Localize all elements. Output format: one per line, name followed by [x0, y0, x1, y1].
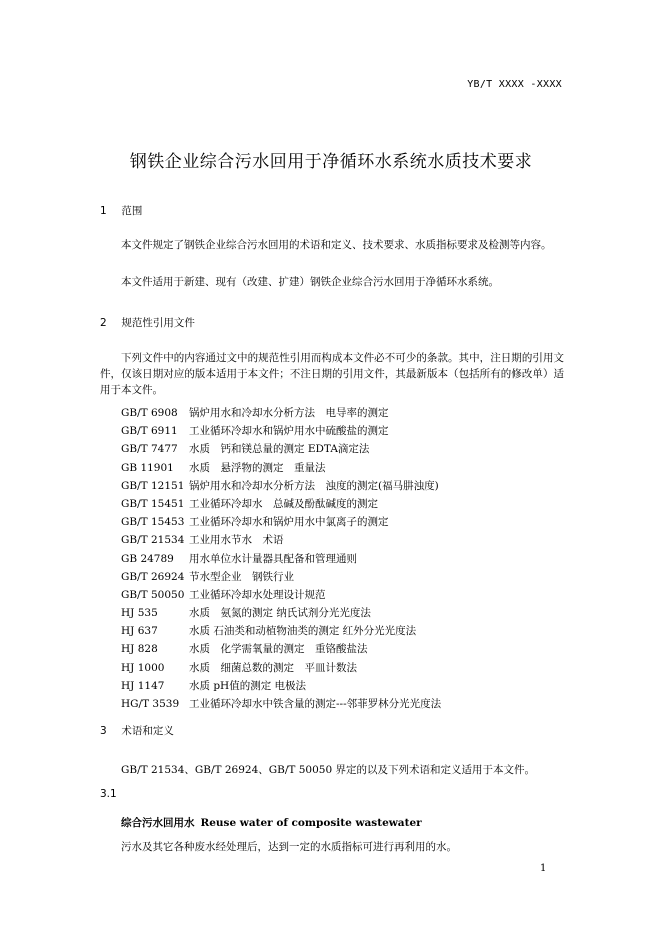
terms-intro: GB/T 21534、GB/T 26924、GB/T 50050 界定的以及下列术语和定义适用于本文件。	[121, 764, 535, 776]
document-title: 钢铁企业综合污水回用于净循环水系统水质技术要求	[129, 152, 533, 173]
reference-item	[121, 459, 441, 477]
reference-item	[121, 659, 441, 677]
reference-title: 工业循环冷却水 总碱及酚酞碱度的测定	[189, 497, 378, 510]
scope-paragraph-2: 本文件适用于新建、现有（改建、扩建）钢铁企业综合污水回用于净循环水系统。	[121, 276, 499, 288]
reference-item	[121, 440, 441, 458]
reference-item	[121, 586, 441, 604]
scope-paragraph-1: 本文件规定了钢铁企业综合污水回用的术语和定义、技术要求、水质指标要求及检测等内容。	[121, 239, 552, 251]
reference-item	[121, 568, 441, 586]
reference-code: GB/T 6908	[121, 407, 178, 419]
reference-item	[121, 640, 441, 658]
section-heading-scope	[100, 203, 142, 218]
reference-code: GB/T 15453	[121, 516, 185, 529]
reference-title: 工业用水节水 术语	[189, 534, 284, 547]
section-title: 术语和定义	[121, 725, 174, 737]
reference-title: 工业循环冷却水中铁含量的测定---邻菲罗林分光光度法	[189, 698, 442, 710]
section-title: 规范性引用文件	[121, 317, 195, 329]
reference-code: GB 11901	[121, 461, 174, 474]
section-title: 范围	[121, 205, 143, 217]
reference-item	[121, 604, 441, 622]
term-number: 3.1	[100, 788, 117, 800]
reference-title: 工业循环冷却水和锅炉用水中氯离子的测定	[189, 516, 389, 529]
reference-title: 水质 悬浮物的测定 重量法	[189, 461, 326, 474]
reference-code: GB/T 21534	[121, 534, 185, 547]
reference-item	[121, 531, 441, 549]
reference-title: 水质 细菌总数的测定 平皿计数法	[189, 661, 357, 674]
reference-title: 水质 钙和镁总量的测定 EDTA滴定法	[189, 443, 370, 456]
reference-item	[121, 495, 441, 513]
reference-code: GB/T 50050	[121, 588, 185, 601]
reference-title: 水质 pH值的测定 电极法	[189, 679, 307, 692]
page-number: 1	[540, 863, 547, 874]
reference-code: HJ 637	[121, 625, 158, 638]
reference-item	[121, 550, 441, 568]
reference-code: GB/T 7477	[121, 443, 178, 456]
reference-code: HG/T 3539	[121, 698, 180, 710]
section-number: 2	[100, 317, 107, 329]
section-heading-terms	[100, 723, 174, 738]
reference-item	[121, 622, 441, 640]
reference-item	[121, 477, 441, 495]
reference-item	[121, 404, 441, 422]
section-heading-normative-references	[100, 315, 195, 330]
reference-code: HJ 828	[121, 643, 158, 656]
reference-list	[121, 404, 441, 713]
reference-item	[121, 677, 441, 695]
reference-title: 用水单位水计量器具配备和管理通则	[189, 552, 357, 565]
section-number: 1	[100, 205, 107, 217]
reference-item	[121, 695, 441, 713]
reference-code: GB 24789	[121, 552, 174, 565]
reference-title: 锅炉用水和冷却水分析方法 浊度的测定(福马肼浊度)	[189, 479, 439, 492]
references-intro: 下列文件中的内容通过文中的规范性引用而构成本文件必不可少的条款。其中，注日期的引用文件，仅该日期对应的版本适用于本文件；不注日期的引用文件，其最新版本（包括所有的修改单）适用于本文件。	[100, 352, 564, 396]
reference-title: 节水型企业 钢铁行业	[189, 570, 294, 583]
reference-item	[121, 513, 441, 531]
reference-code: GB/T 15451	[121, 497, 185, 510]
reference-code: GB/T 6911	[121, 425, 178, 438]
term-name-chinese: 综合污水回用水	[121, 817, 195, 829]
section-number: 3	[100, 725, 107, 737]
reference-code: HJ 535	[121, 607, 158, 620]
reference-code: HJ 1000	[121, 661, 165, 674]
reference-title: 工业循环冷却水处理设计规范	[189, 588, 326, 601]
reference-code: GB/T 12151	[121, 479, 185, 492]
reference-code: HJ 1147	[121, 679, 165, 692]
reference-title: 锅炉用水和冷却水分析方法 电导率的测定	[189, 407, 389, 419]
reference-title: 工业循环冷却水和锅炉用水中硫酸盐的测定	[189, 425, 389, 438]
reference-item	[121, 422, 441, 440]
reference-code: GB/T 26924	[121, 570, 185, 583]
reference-title: 水质 化学需氧量的测定 重铬酸盐法	[189, 643, 368, 656]
term-heading	[121, 815, 422, 830]
term-name-english: Reuse water of composite wastewater	[200, 817, 422, 829]
reference-title: 水质 石油类和动植物油类的测定 红外分光光度法	[189, 625, 417, 638]
reference-title: 水质 氨氮的测定 纳氏试剂分光光度法	[189, 607, 371, 620]
term-definition: 污水及其它各种废水经处理后，达到一定的水质指标可进行再利用的水。	[121, 841, 457, 853]
standard-code: YB/T XXXX -XXXX	[467, 79, 562, 90]
